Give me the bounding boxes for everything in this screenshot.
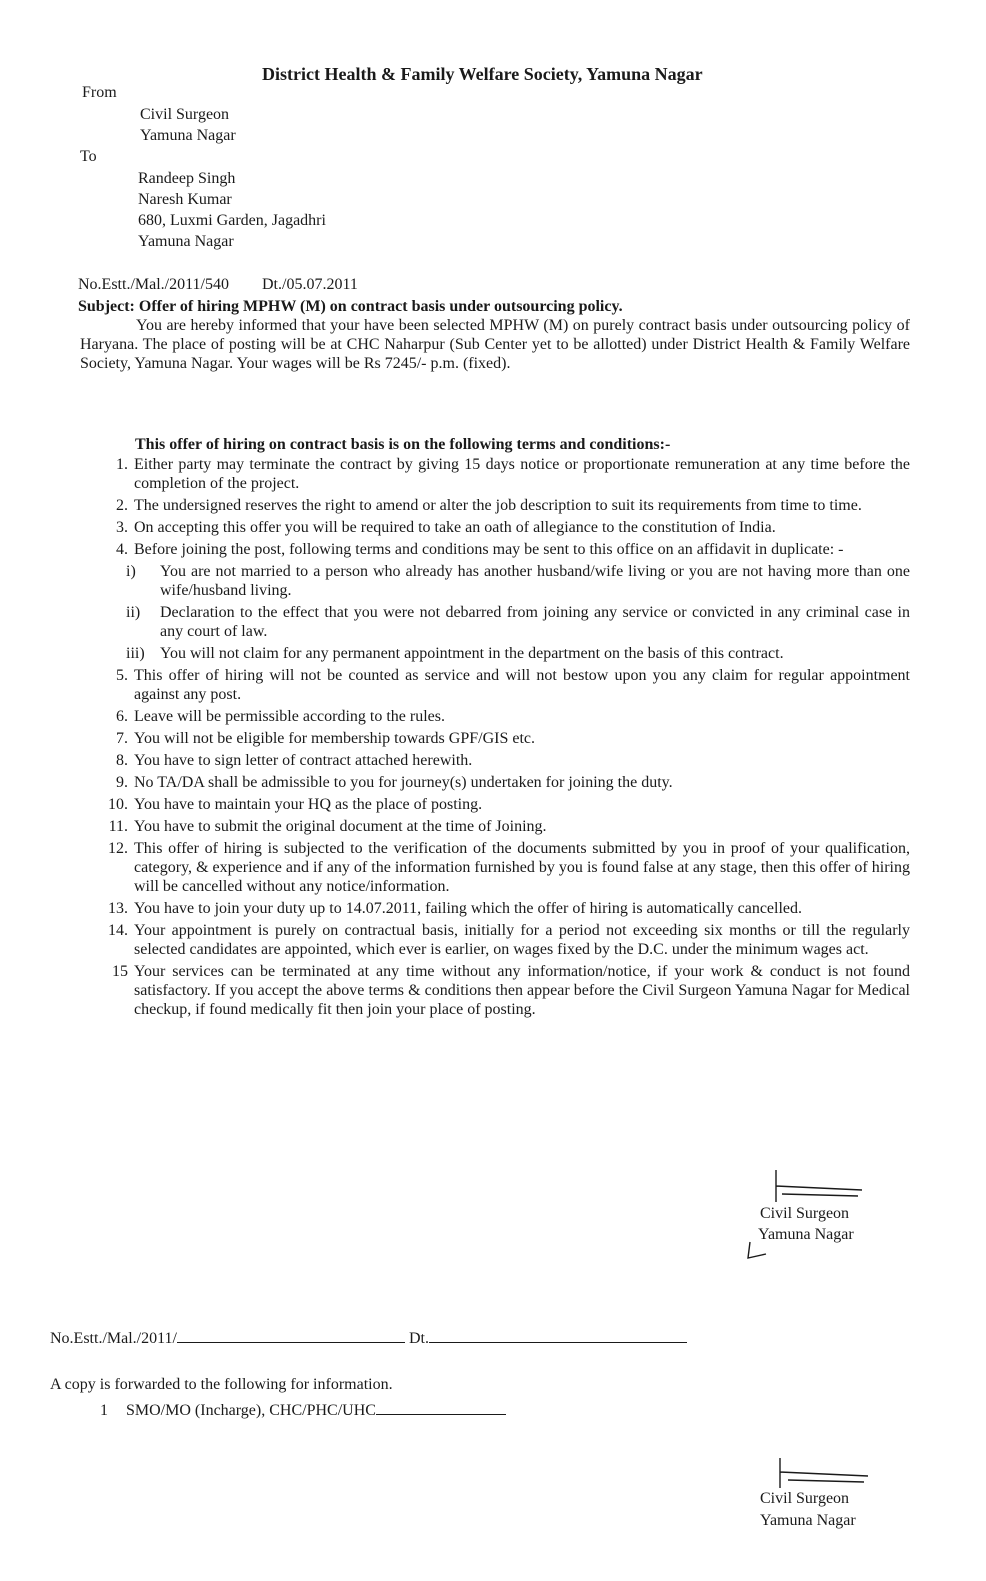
- term-text: This offer of hiring will not be counted as service and will not bestow upon you any claim for regular appointment against any post.: [134, 667, 910, 703]
- copy-recipient: SMO/MO (Incharge), CHC/PHC/UHC: [126, 1402, 376, 1419]
- term-item: [80, 921, 910, 959]
- term-text: You will not be eligible for membership towards GPF/GIS etc.: [134, 730, 536, 747]
- term-text: Either party may terminate the contract by giving 15 days notice or proportionate remuneration at any time before the completion of the project.: [134, 456, 910, 492]
- copy-forward-text: A copy is forwarded to the following for information.: [50, 1376, 393, 1393]
- signature-mark: [774, 1456, 874, 1492]
- endorsement-number: No.Estt./Mal./2011/: [50, 1330, 177, 1347]
- term-text: You have to maintain your HQ as the place of posting.: [134, 796, 483, 813]
- term-number: 11.: [108, 818, 128, 835]
- term-subitem: [80, 562, 910, 600]
- term-number: 13.: [108, 900, 128, 917]
- subitem-number: iii): [126, 645, 145, 662]
- term-text: No TA/DA shall be admissible to you for journey(s) undertaken for joining the duty.: [134, 774, 673, 791]
- signature1-place: Yamuna Nagar: [758, 1226, 854, 1243]
- term-subitem: [80, 644, 910, 663]
- term-item: [80, 518, 910, 537]
- initial-mark: [744, 1240, 774, 1262]
- term-number: 10.: [108, 796, 128, 813]
- term-item: [80, 729, 910, 748]
- term-text: Your services can be terminated at any time without any information/notice, if your work & conduct is not found satisfactory. If you accept the above terms & conditions then appear before the Civil Surgeon Yamuna Nagar for Medical checkup, if found medically fit then join your place of posting.: [134, 963, 910, 1018]
- term-item: [80, 540, 910, 559]
- term-number: 5.: [116, 667, 128, 684]
- recipient-blank-line: [376, 1400, 506, 1415]
- term-number: 2.: [116, 497, 128, 514]
- from-line2: Yamuna Nagar: [140, 127, 236, 144]
- signature-mark: [770, 1166, 870, 1206]
- to-line1: Randeep Singh: [138, 170, 236, 187]
- term-number: 8.: [116, 752, 128, 769]
- term-item: [80, 962, 910, 1019]
- term-text: Leave will be permissible according to the rules.: [134, 708, 446, 725]
- term-number: 12.: [108, 840, 128, 857]
- term-number: 15: [112, 963, 128, 980]
- term-item: [80, 899, 910, 918]
- term-text: This offer of hiring is subjected to the verification of the documents submitted by you in proof of your qualification, category, & experience and if any of the information furnished by you is found false at any stage, then this offer of hiring will be cancelled without any notice/information.: [134, 840, 910, 895]
- to-line2: Naresh Kumar: [138, 191, 232, 208]
- term-text: On accepting this offer you will be required to take an oath of allegiance to the constitution of India.: [134, 519, 776, 536]
- intro-text: You are hereby informed that your have been selected MPHW (M) on purely contract basis under outsourcing policy of Haryana. The place of posting will be at CHC Naharpur (Sub Center yet to be allotted) under District Health & Family Welfare Society, Yamuna Nagar. Your wages will be Rs 7245/- p.m. (fixed).: [80, 317, 910, 372]
- copy-recipient-line: [100, 1400, 506, 1420]
- signature2-place: Yamuna Nagar: [760, 1512, 856, 1529]
- term-text: The undersigned reserves the right to amend or alter the job description to suit its requirements from time to time.: [134, 497, 862, 514]
- to-label: To: [80, 148, 97, 165]
- terms-heading: This offer of hiring on contract basis is on the following terms and conditions:-: [135, 436, 671, 453]
- endorsement-date-label: Dt.: [408, 1330, 429, 1347]
- term-number: 9.: [116, 774, 128, 791]
- term-subitem: [80, 603, 910, 641]
- term-item: [80, 751, 910, 770]
- term-item: [80, 666, 910, 704]
- term-item: [80, 496, 910, 515]
- term-item: [80, 773, 910, 792]
- term-item: [80, 839, 910, 896]
- from-label: From: [82, 84, 117, 101]
- signature2-title: Civil Surgeon: [760, 1490, 850, 1507]
- term-item: [80, 795, 910, 814]
- to-line3: 680, Luxmi Garden, Jagadhri: [138, 212, 326, 229]
- subitem-text: You will not claim for any permanent appointment in the department on the basis of this contract.: [160, 645, 784, 662]
- term-number: 7.: [116, 730, 128, 747]
- subitem-text: You are not married to a person who already has another husband/wife living or you are not having more than one wife/husband living.: [160, 563, 910, 599]
- term-item: [80, 455, 910, 493]
- number-blank-line: [177, 1328, 405, 1343]
- subitem-text: Declaration to the effect that you were not debarred from joining any service or convicted in any criminal case in any court of law.: [160, 604, 910, 640]
- date-blank-line: [429, 1328, 687, 1343]
- term-text: You have to submit the original document at the time of Joining.: [134, 818, 547, 835]
- term-text: Before joining the post, following terms and conditions may be sent to this office on an affidavit in duplicate: -: [134, 541, 844, 558]
- term-number: 6.: [116, 708, 128, 725]
- from-line1: Civil Surgeon: [140, 106, 230, 123]
- term-number: 14.: [108, 922, 128, 939]
- intro-paragraph: [80, 316, 910, 373]
- subitem-number: i): [126, 563, 136, 580]
- signature1-title: Civil Surgeon: [760, 1205, 850, 1222]
- term-text: Your appointment is purely on contractual basis, initially for a period not exceeding six months or till the regularly selected candidates are appointed, which ever is earlier, on wages fixed by the D.C. under the minimum wages act.: [134, 922, 910, 958]
- subject-line: Subject: Offer of hiring MPHW (M) on contract basis under outsourcing policy.: [78, 298, 623, 315]
- letterhead-org: District Health & Family Welfare Society, Yamuna Nagar: [262, 64, 703, 84]
- term-text: You have to sign letter of contract attached herewith.: [134, 752, 473, 769]
- subitem-number: ii): [126, 604, 141, 621]
- term-number: 1.: [116, 456, 128, 473]
- term-item: [80, 707, 910, 726]
- reference-date: Dt./05.07.2011: [262, 276, 358, 293]
- endorsement-line: [50, 1328, 687, 1348]
- term-text: You have to join your duty up to 14.07.2011, failing which the offer of hiring is automatically cancelled.: [134, 900, 803, 917]
- terms-list: [80, 455, 910, 1022]
- reference-number: No.Estt./Mal./2011/540: [78, 276, 229, 293]
- to-line4: Yamuna Nagar: [138, 233, 234, 250]
- term-number: 3.: [116, 519, 128, 536]
- term-item: [80, 817, 910, 836]
- copy-number: 1: [100, 1402, 108, 1419]
- term-number: 4.: [116, 541, 128, 558]
